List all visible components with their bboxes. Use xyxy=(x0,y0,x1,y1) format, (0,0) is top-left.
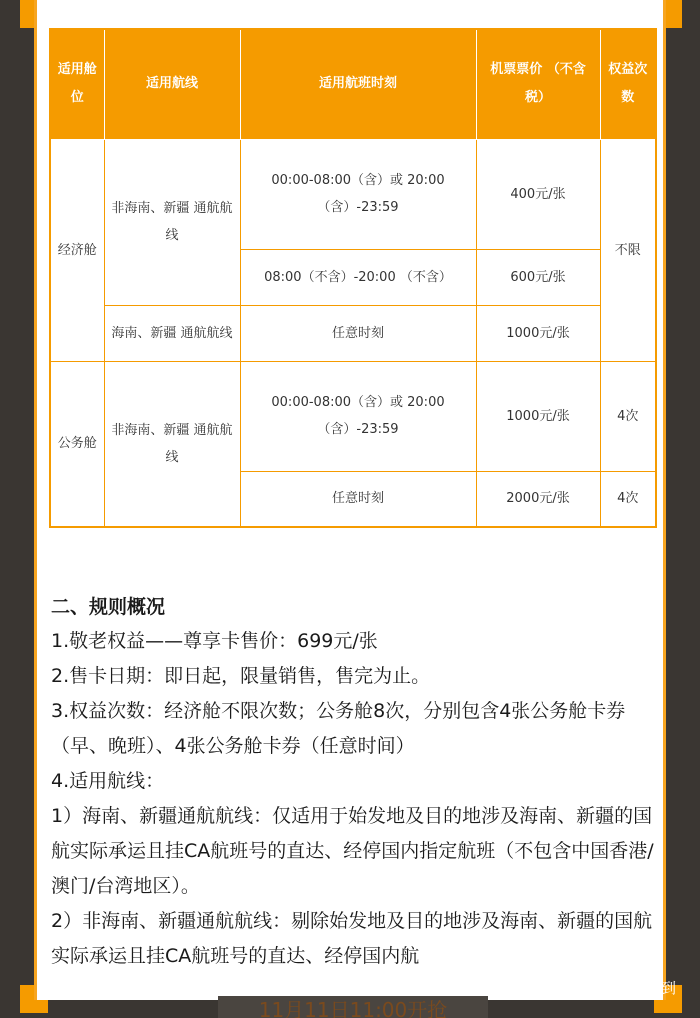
benefit-cell: 4次 xyxy=(600,361,656,471)
header-cabin: 适用舱位 xyxy=(50,29,104,139)
rules-heading: 二、规则概况 xyxy=(51,596,166,618)
benefit-cell: 4次 xyxy=(600,471,656,527)
price-cell: 1000元/张 xyxy=(476,361,600,471)
cabin-business: 公务舱 xyxy=(50,361,104,527)
table-row xyxy=(50,305,656,361)
rule-line: 3.权益次数：经济舱不限次数；公务舱8次，分别包含4张公务舱卡券（早、晚班）、4张公务舱卡券（任意时间） xyxy=(51,700,626,757)
route-cell: 海南、新疆 通航航线 xyxy=(104,305,240,361)
route-cell: 非海南、新疆 通航航线 xyxy=(104,361,240,527)
rates-table xyxy=(49,28,657,528)
rule-line: 4.适用航线： xyxy=(51,770,165,792)
header-benefit: 权益次数 xyxy=(600,29,656,139)
header-price: 机票票价 （不含税） xyxy=(476,29,600,139)
header-route: 适用航线 xyxy=(104,29,240,139)
watermark-text: 低价买得到 xyxy=(600,978,676,997)
wechat-icon xyxy=(573,978,595,996)
rule-line: 1）海南、新疆通航航线：仅适用于始发地及目的地涉及海南、新疆的国航实际承运且挂CA航班号的直达、经停国内指定航班（不包含中国香港/澳门/台湾地区）。 xyxy=(51,805,654,897)
benefit-cell: 不限 xyxy=(600,139,656,361)
rules-section xyxy=(51,590,661,974)
time-cell: 00:00-08:00（含）或 20:00（含）-23:59 xyxy=(240,139,476,249)
sale-start-banner: 11月11日11:00开抢 xyxy=(218,996,488,1018)
table-header-row xyxy=(50,29,656,139)
time-cell: 任意时刻 xyxy=(240,305,476,361)
price-cell: 2000元/张 xyxy=(476,471,600,527)
price-cell: 1000元/张 xyxy=(476,305,600,361)
watermark xyxy=(573,974,676,1000)
time-cell: 08:00（不含）-20:00 （不含） xyxy=(240,249,476,305)
rule-line: 2）非海南、新疆通航航线：剔除始发地及目的地涉及海南、新疆的国航实际承运且挂CA航班号的直达、经停国内航 xyxy=(51,910,653,967)
time-cell: 00:00-08:00（含）或 20:00（含）-23:59 xyxy=(240,361,476,471)
content-panel xyxy=(34,0,666,1000)
price-cell: 400元/张 xyxy=(476,139,600,249)
table-row xyxy=(50,139,656,249)
cabin-economy: 经济舱 xyxy=(50,139,104,361)
rule-line: 1.敬老权益——尊享卡售价：699元/张 xyxy=(51,630,378,652)
price-cell: 600元/张 xyxy=(476,249,600,305)
header-time: 适用航班时刻 xyxy=(240,29,476,139)
time-cell: 任意时刻 xyxy=(240,471,476,527)
rule-line: 2.售卡日期：即日起，限量销售，售完为止。 xyxy=(51,665,431,687)
route-cell: 非海南、新疆 通航航线 xyxy=(104,139,240,305)
table-row xyxy=(50,361,656,471)
